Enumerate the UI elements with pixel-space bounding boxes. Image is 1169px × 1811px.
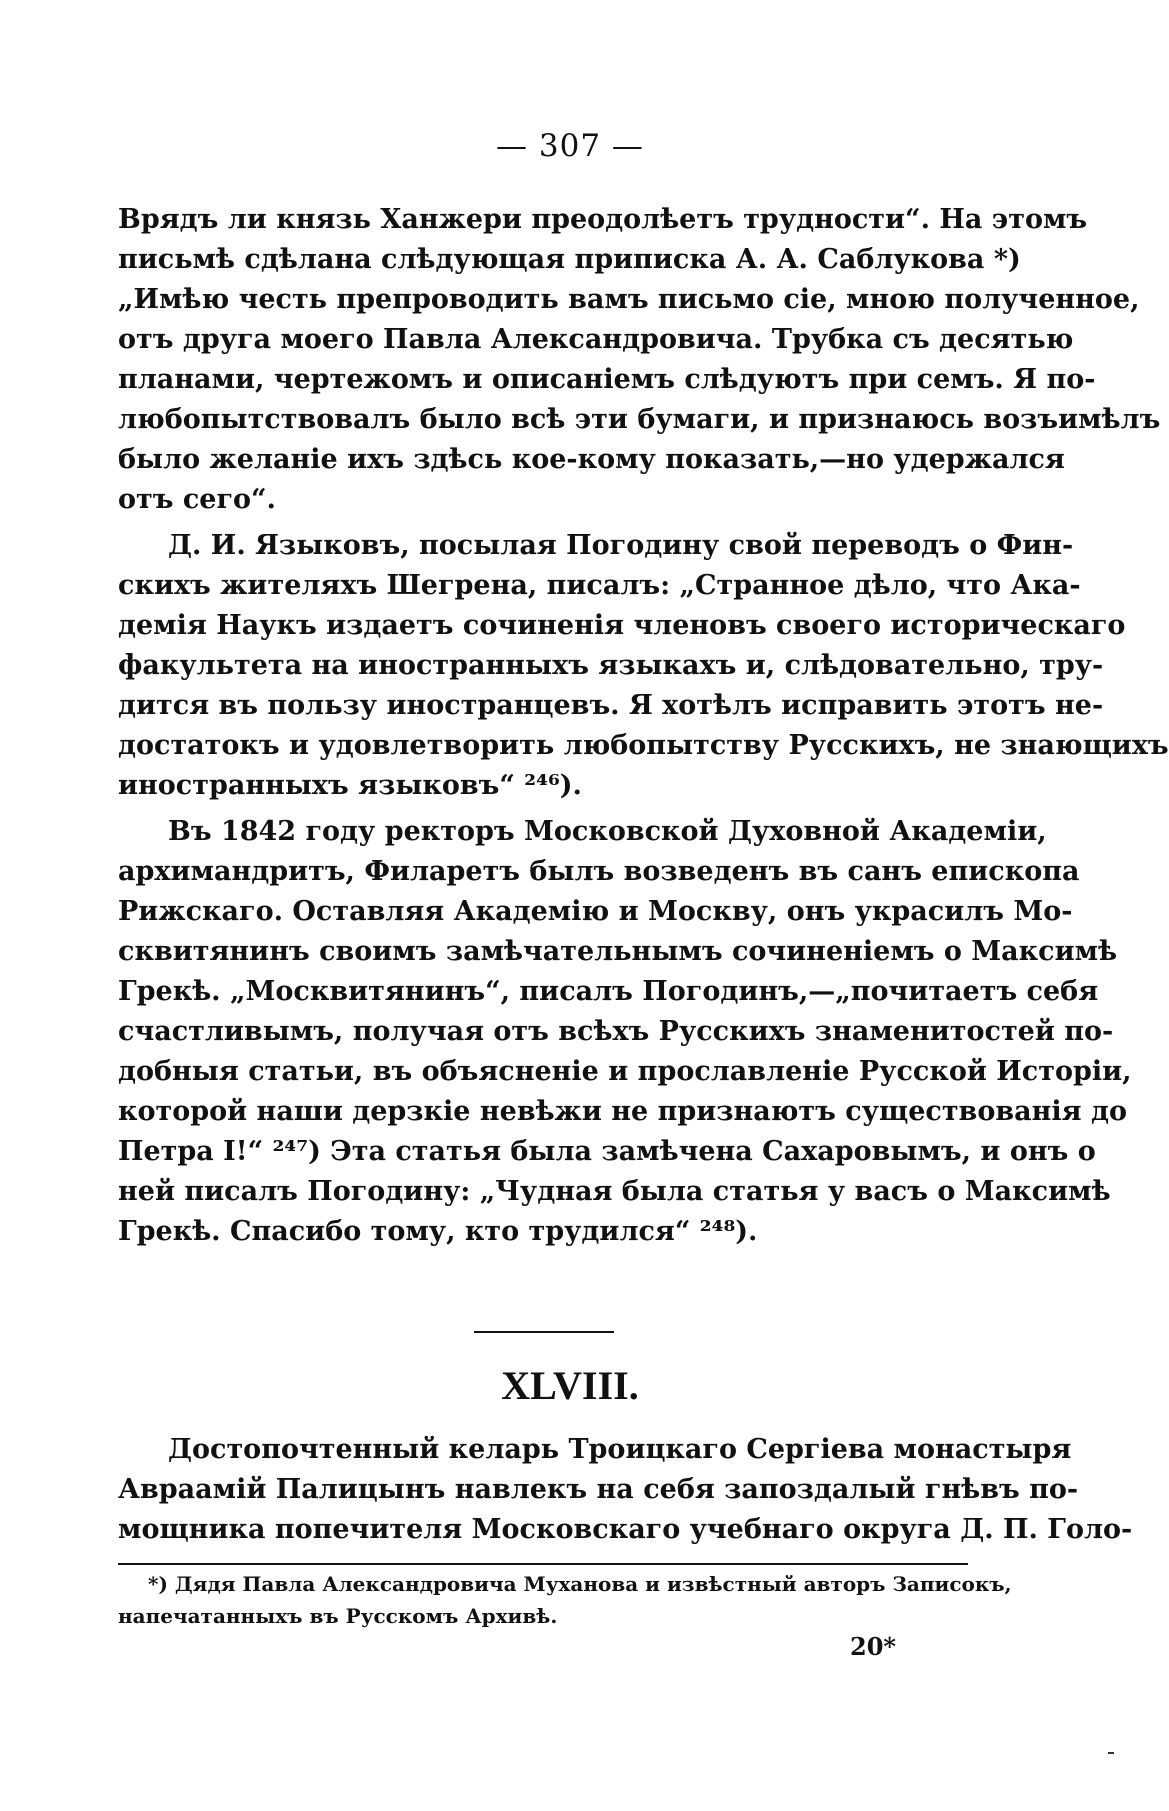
text-line: „Имѣю честь препроводить вамъ письмо сіе, мною полученное, <box>118 284 1140 315</box>
text-line: Достопочтенный келарь Троицкаго Сергіева монастыря <box>168 1434 1072 1465</box>
text-line: дится въ пользу иностранцевъ. Я хотѣлъ исправить этотъ не- <box>118 690 1104 721</box>
text-line: счастливымъ, получая отъ всѣхъ Русскихъ знаменитостей по- <box>118 1016 1114 1047</box>
paragraph-1 <box>118 200 1161 520</box>
text-line: скихъ жителяхъ Шегрена, писалъ: „Странное дѣло, что Ака- <box>118 570 1081 601</box>
text-line: иностранныхъ языковъ“ ²⁴⁶). <box>118 770 582 801</box>
text-line: факультета на иностранныхъ языкахъ и, слѣдовательно, тру- <box>118 650 1104 681</box>
printer-signature: 20* <box>850 1632 896 1661</box>
text-line: демія Наукъ издаетъ сочиненія членовъ своего историческаго <box>118 610 1126 641</box>
footnote-line: *) Дядя Павла Александровича Муханова и извѣстный авторъ Записокъ, <box>148 1572 1012 1596</box>
scan-speck <box>1108 1752 1114 1754</box>
text-line: архимандритъ, Филаретъ былъ возведенъ въ санъ епископа <box>118 856 1080 887</box>
text-line: мощника попечителя Московскаго учебнаго округа Д. П. Голо- <box>118 1514 1133 1545</box>
text-line: добныя статьи, въ объясненіе и прославленіе Русской Исторіи, <box>118 1056 1132 1087</box>
text-line: достатокъ и удовлетворить любопытству Русскихъ, не знающихъ <box>118 730 1169 761</box>
text-line: Авраамій Палицынъ навлекъ на себя запоздалый гнѣвъ по- <box>118 1474 1079 1505</box>
text-line: которой наши дерзкіе невѣжи не признаютъ существованія до <box>118 1096 1127 1127</box>
text-line: планами, чертежомъ и описаніемъ слѣдуютъ при семъ. Я по- <box>118 364 1096 395</box>
text-line: Петра I!“ ²⁴⁷) Эта статья была замѣчена Сахаровымъ, и онъ о <box>118 1136 1096 1167</box>
text-line: отъ друга моего Павла Александровича. Трубка съ десятью <box>118 324 1074 355</box>
text-line: отъ сего“. <box>118 484 276 515</box>
text-line: ней писалъ Погодину: „Чудная была статья у васъ о Максимѣ <box>118 1176 1111 1207</box>
text-line: Грекѣ. Спасибо тому, кто трудился“ ²⁴⁸). <box>118 1216 758 1247</box>
paragraph-3 <box>118 812 1132 1252</box>
footnote-divider <box>118 1563 968 1565</box>
text-line: любопытствовалъ было всѣ эти бумаги, и признаюсь возъимѣлъ <box>118 404 1161 435</box>
text-line: письмѣ сдѣлана слѣдующая приписка А. А. Саблукова *) <box>118 244 1021 275</box>
body-text <box>118 200 1169 1252</box>
page-number: — 307 — <box>496 128 644 164</box>
chapter-paragraph <box>118 1430 1133 1550</box>
text-line: Рижскаго. Оставляя Академію и Москву, онъ украсилъ Мо- <box>118 896 1073 927</box>
text-line: Врядъ ли князь Ханжери преодолѣетъ трудности“. На этомъ <box>118 204 1088 235</box>
footnote-line: напечатанныхъ въ Русскомъ Архивѣ. <box>118 1604 558 1628</box>
section-divider <box>474 1331 614 1333</box>
text-line: было желаніе ихъ здѣсь кое-кому показать,—но удержался <box>118 444 1065 475</box>
text-line: сквитянинъ своимъ замѣчательнымъ сочиненіемъ о Максимѣ <box>118 936 1118 967</box>
paragraph-2 <box>118 526 1169 806</box>
text-line: Д. И. Языковъ, посылая Погодину свой переводъ о Фин- <box>168 530 1074 561</box>
footnote <box>118 1568 1012 1632</box>
chapter-title: XLVIII. <box>501 1363 639 1408</box>
text-line: Въ 1842 году ректоръ Московской Духовной Академіи, <box>168 816 1047 847</box>
text-line: Грекѣ. „Москвитянинъ“, писалъ Погодинъ,—„почитаетъ себя <box>118 976 1099 1007</box>
